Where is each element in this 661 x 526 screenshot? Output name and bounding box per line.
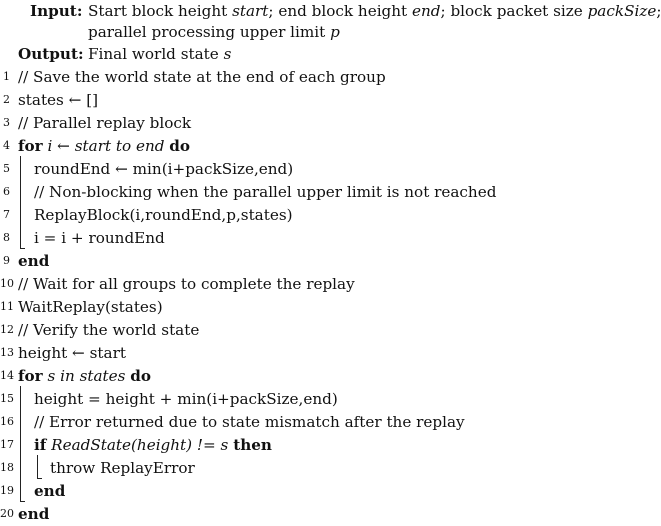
statement: height ← start (18, 344, 126, 362)
for-block-tick (20, 248, 25, 249)
code-line (0, 502, 611, 524)
code-line (0, 295, 611, 319)
statement: roundEnd ← min(i+packSize,end) (34, 160, 294, 178)
line-number: 2 (3, 93, 10, 106)
output-text: Final world state s (88, 45, 232, 63)
line-number: 8 (3, 231, 10, 244)
code-line (0, 456, 611, 480)
line-number: 12 (0, 323, 14, 336)
line-number: 13 (0, 346, 14, 359)
line-number: 16 (0, 415, 14, 428)
code-line (0, 180, 611, 204)
code-line (0, 341, 611, 365)
statement: WaitReplay(states) (18, 298, 163, 316)
keyword: for (18, 137, 43, 155)
algorithm-output (0, 44, 611, 65)
line-number: 18 (0, 461, 14, 474)
keyword: do (130, 367, 152, 385)
condition-expression: ReadState(height) != s (51, 436, 229, 454)
code-line (0, 157, 611, 181)
code-line (0, 65, 611, 89)
comment: // Non-blocking when the parallel upper limit is not reached (34, 183, 497, 201)
input-text-line-2: parallel processing upper limit p (88, 23, 340, 41)
line-number: 15 (0, 392, 14, 405)
input-packsize-var: packSize (587, 2, 657, 20)
line-number: 20 (0, 507, 14, 520)
if-block-tick (37, 478, 42, 479)
code-line (0, 88, 611, 112)
loop-expression: i ← start to end (47, 137, 165, 155)
input-label: Input: (30, 2, 83, 20)
code-line (0, 111, 611, 135)
if-block-bar (37, 455, 38, 478)
input-p-var: p (330, 23, 340, 41)
keyword: if (34, 436, 47, 454)
code-line (0, 249, 611, 273)
code-line (0, 433, 611, 457)
input-end-var: end (412, 2, 441, 20)
code-line (0, 364, 611, 388)
line-number: 17 (0, 438, 14, 451)
end-keyword: end (18, 505, 50, 523)
code-line (0, 410, 611, 434)
statement: ReplayBlock(i,roundEnd,p,states) (34, 206, 293, 224)
output-s-var: s (223, 45, 232, 63)
statement: height = height + min(i+packSize,end) (34, 390, 338, 408)
code-line (0, 203, 611, 227)
statement: throw ReplayError (50, 459, 195, 477)
code-line (0, 226, 611, 250)
if-header (34, 433, 272, 457)
input-text-line-1: Start block height start; end block height end; block packet size packSize; (88, 2, 661, 20)
for-loop-header (18, 364, 151, 388)
comment: // Save the world state at the end of each group (18, 68, 386, 86)
keyword: for (18, 367, 43, 385)
line-number: 6 (3, 185, 10, 198)
comment: // Verify the world state (18, 321, 200, 339)
end-keyword: end (34, 482, 66, 500)
for-block-tick (20, 501, 25, 502)
statement: states ← [] (18, 91, 99, 109)
line-number: 1 (3, 70, 10, 83)
comment: // Wait for all groups to complete the replay (18, 275, 355, 293)
code-line (0, 272, 611, 296)
line-number: 14 (0, 369, 14, 382)
line-number: 7 (3, 208, 10, 221)
algorithm-input (0, 1, 661, 43)
line-number: 4 (3, 139, 10, 152)
line-number: 9 (3, 254, 10, 267)
comment: // Error returned due to state mismatch after the replay (34, 413, 465, 431)
line-number: 19 (0, 484, 14, 497)
keyword: do (169, 137, 191, 155)
comment: // Parallel replay block (18, 114, 192, 132)
for-block-bar (20, 386, 21, 501)
for-block-bar (20, 156, 21, 248)
end-keyword: end (18, 252, 50, 270)
code-line (0, 318, 611, 342)
line-number: 10 (0, 277, 14, 290)
line-number: 5 (3, 162, 10, 175)
statement: i = i + roundEnd (34, 229, 165, 247)
loop-expression: s in states (47, 367, 126, 385)
keyword: then (233, 436, 272, 454)
code-line (0, 479, 611, 503)
code-line (0, 134, 611, 158)
code-line (0, 387, 611, 411)
for-loop-header (18, 134, 190, 158)
line-number: 3 (3, 116, 10, 129)
line-number: 11 (0, 300, 14, 313)
output-label: Output: (18, 45, 84, 63)
input-start-var: start (232, 2, 269, 20)
